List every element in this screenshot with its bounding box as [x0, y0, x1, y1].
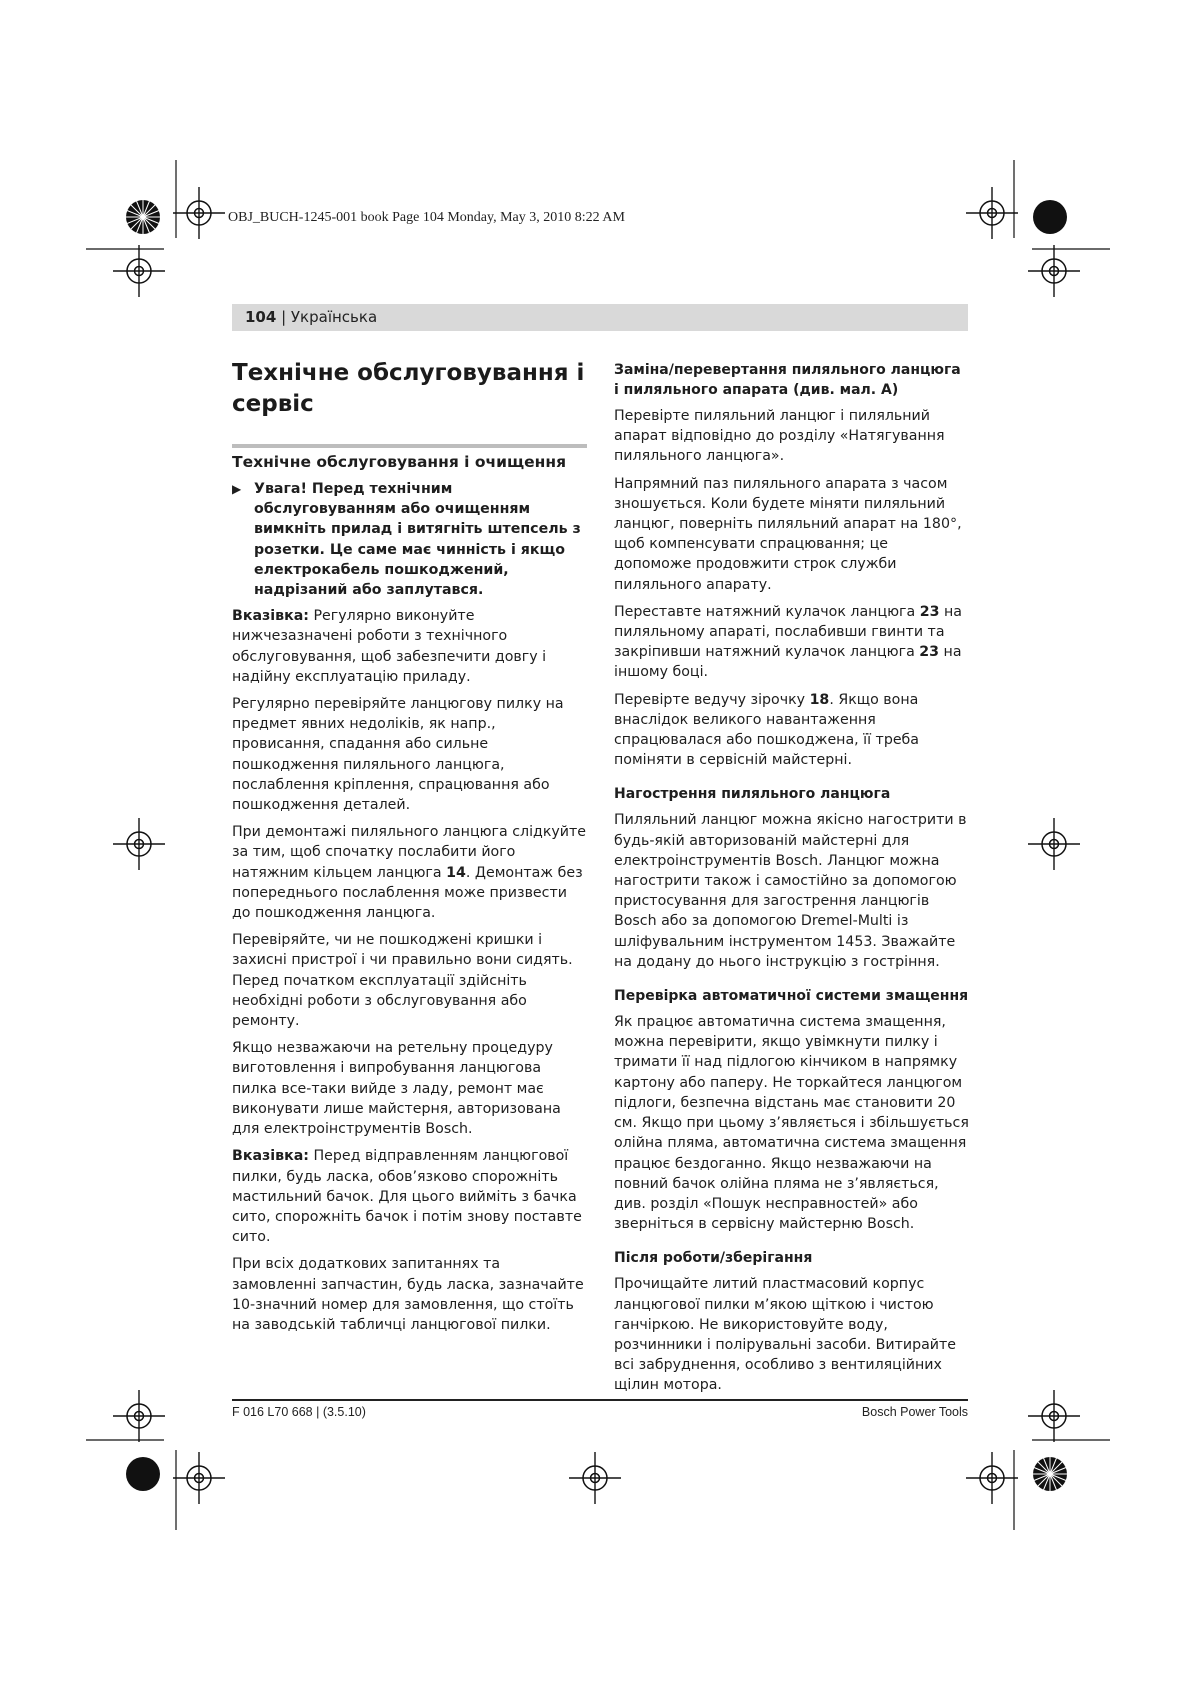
note-label: Вказівка:	[232, 1148, 309, 1165]
note-text: Перед відправленням ланцюгової пилки, будь ласка, обов’язково спорожніть мастильний бачок. Для цього вийміть з бачка сито, спорожніть бачок і потім знову поставте сито.	[232, 1148, 582, 1246]
footer-brand: Bosch Power Tools	[861, 1405, 968, 1419]
text-run: на пиляльному апараті, послабивши гвинти та закріпивши натяжний кулачок ланцюга	[614, 603, 962, 661]
bullet-triangle-icon: ▶	[232, 482, 242, 496]
registration-mark	[1028, 818, 1080, 870]
note-paragraph	[232, 1146, 587, 1247]
paragraph: Якщо незважаючи на ретельну процедуру виготовлення і випробування ланцюгова пилка все-таки вийде з ладу, ремонт має виконувати лише майстерня, авторизована для електроінструментів Bosch.	[232, 1040, 561, 1138]
registration-mark	[113, 245, 165, 297]
color-target-mark	[126, 1457, 160, 1491]
paragraph	[614, 690, 969, 771]
part-number: 14	[446, 864, 466, 881]
registration-mark	[569, 1452, 621, 1504]
paragraph: Перевіряйте, чи не пошкоджені кришки і захисні пристрої і чи правильно вони сидять. Перед початком експлуатації здійсніть необхідні роботи з обслуговування або ремонту.	[232, 932, 573, 1030]
registration-mark	[113, 818, 165, 870]
paragraph: Напрямний паз пиляльного апарата з часом зношується. Коли будете міняти пиляльний ланцюг, поверніть пиляльний апарат на 180°, щоб компенсувати спрацювання; це допоможе продовжити строк служби пиляльного апарату.	[614, 475, 962, 593]
part-number: 23	[919, 644, 940, 661]
paragraph	[232, 822, 587, 923]
registration-mark	[113, 1390, 165, 1442]
left-column	[232, 358, 587, 1342]
subsection-heading: Після роботи/зберігання	[614, 1250, 813, 1267]
registration-mark	[173, 1452, 225, 1504]
color-target-mark	[1033, 200, 1067, 234]
paragraph: Регулярно перевіряйте ланцюгову пилку на предмет явних недоліків, як напр., провисання, спадання або сильне пошкодження пиляльного ланцюга, послаблення кріплення, спрацювання або пошкодження деталей.	[232, 696, 564, 814]
page-language: Українська	[290, 308, 378, 326]
paragraph: Як працює автоматична система змащення, можна перевірити, якщо увімкнути пилку і тримати її над підлогою кінчиком в напрямку картону або паперу. Не торкайтеся ланцюгом підлоги, безпечна відстань має становити 20 см. Якщо при цьому з’являється і збільшується олійна пляма, автоматична система змащення працює бездоганно. Якщо незважаючи на повний бачок олійна пляма не з’являється, див. розділ «Пошук несправностей» або зверніться в сервісну майстерню Bosch.	[614, 1014, 969, 1233]
page-band	[232, 304, 968, 331]
right-column	[614, 360, 969, 1403]
footer-rule	[232, 1399, 968, 1401]
page-title: Технічне обслуговування і сервіс	[232, 360, 585, 417]
registration-mark	[1028, 1390, 1080, 1442]
subsection-heading: Нагострення пиляльного ланцюга	[614, 786, 891, 803]
page-band-separator: |	[276, 308, 291, 326]
subsection-heading: Заміна/перевертання пиляльного ланцюга і пиляльного апарата (див. мал. A)	[614, 362, 961, 398]
warning-text: Увага! Перед технічним обслуговуванням або очищенням вимкніть прилад і витягніть штепсель з розетки. Це саме має чинність і якщо електрокабель пошкоджений, надрізаний або заплутався.	[254, 481, 581, 599]
section-heading: Технічне обслуговування і очищення	[232, 444, 587, 473]
paragraph: Пиляльний ланцюг можна якісно нагострити в будь-якій авторизованій майстерні для електроінструментів Bosch. Ланцюг можна нагострити також і самостійно за допомогою пристосування для загострення ланцюгів Bosch або за допомогою Dremel-Multi із шліфувальним інструментом 1453. Зважайте на додану до нього інструкцію з гостріння.	[614, 812, 967, 970]
text-run: . Демонтаж без попереднього послаблення може призвести до пошкодження ланцюга.	[232, 864, 583, 922]
part-number: 23	[919, 603, 940, 620]
registration-mark	[173, 187, 225, 239]
paragraph	[614, 602, 969, 683]
note-text: Регулярно виконуйте нижчезазначені роботи з технічного обслуговування, щоб забезпечити довгу і надійну експлуатацію приладу.	[232, 608, 547, 685]
footer-document-id: F 016 L70 668 | (3.5.10)	[232, 1405, 366, 1419]
part-number: 18	[809, 691, 830, 708]
text-run: на іншому боці.	[614, 644, 962, 681]
text-run: Переставте натяжний кулачок ланцюга	[614, 603, 920, 620]
text-run: При демонтажі пиляльного ланцюга слідкуйте за тим, щоб спочатку послабити його натяжним кільцем ланцюга	[232, 824, 587, 881]
page-number: 104	[245, 308, 277, 326]
registration-mark	[966, 1452, 1018, 1504]
text-run: . Якщо вона внаслідок великого навантаження спрацювалася або пошкоджена, її треба поміняти в сервісній майстерні.	[614, 691, 920, 769]
note-label: Вказівка:	[232, 608, 309, 625]
registration-mark	[1028, 245, 1080, 297]
print-header: OBJ_BUCH-1245-001 book Page 104 Monday, May 3, 2010 8:22 AM	[228, 210, 625, 225]
color-target-mark	[1033, 1457, 1067, 1491]
page-band-text	[245, 308, 377, 326]
paragraph: Прочищайте литий пластмасовий корпус ланцюгової пилки м’якою щіткою і чистою ганчіркою. Не використовуйте воду, розчинники і полірувальні засоби. Витирайте всі забруднення, особливо з вентиляційних щілин мотора.	[614, 1276, 956, 1394]
note-paragraph	[232, 606, 587, 687]
warning-block	[232, 479, 587, 600]
text-run: Перевірте ведучу зірочку	[614, 691, 810, 708]
paragraph: Перевірте пиляльний ланцюг і пиляльний апарат відповідно до розділу «Натягування пиляльного ланцюга».	[614, 408, 945, 465]
paragraph: При всіх додаткових запитаннях та замовленні запчастин, будь ласка, зазначайте 10-значний номер для замовлення, що стоїть на заводській табличці ланцюгової пилки.	[232, 1256, 584, 1333]
color-target-mark	[126, 200, 160, 234]
registration-mark	[966, 187, 1018, 239]
subsection-heading: Перевірка автоматичної системи змащення	[614, 988, 969, 1005]
